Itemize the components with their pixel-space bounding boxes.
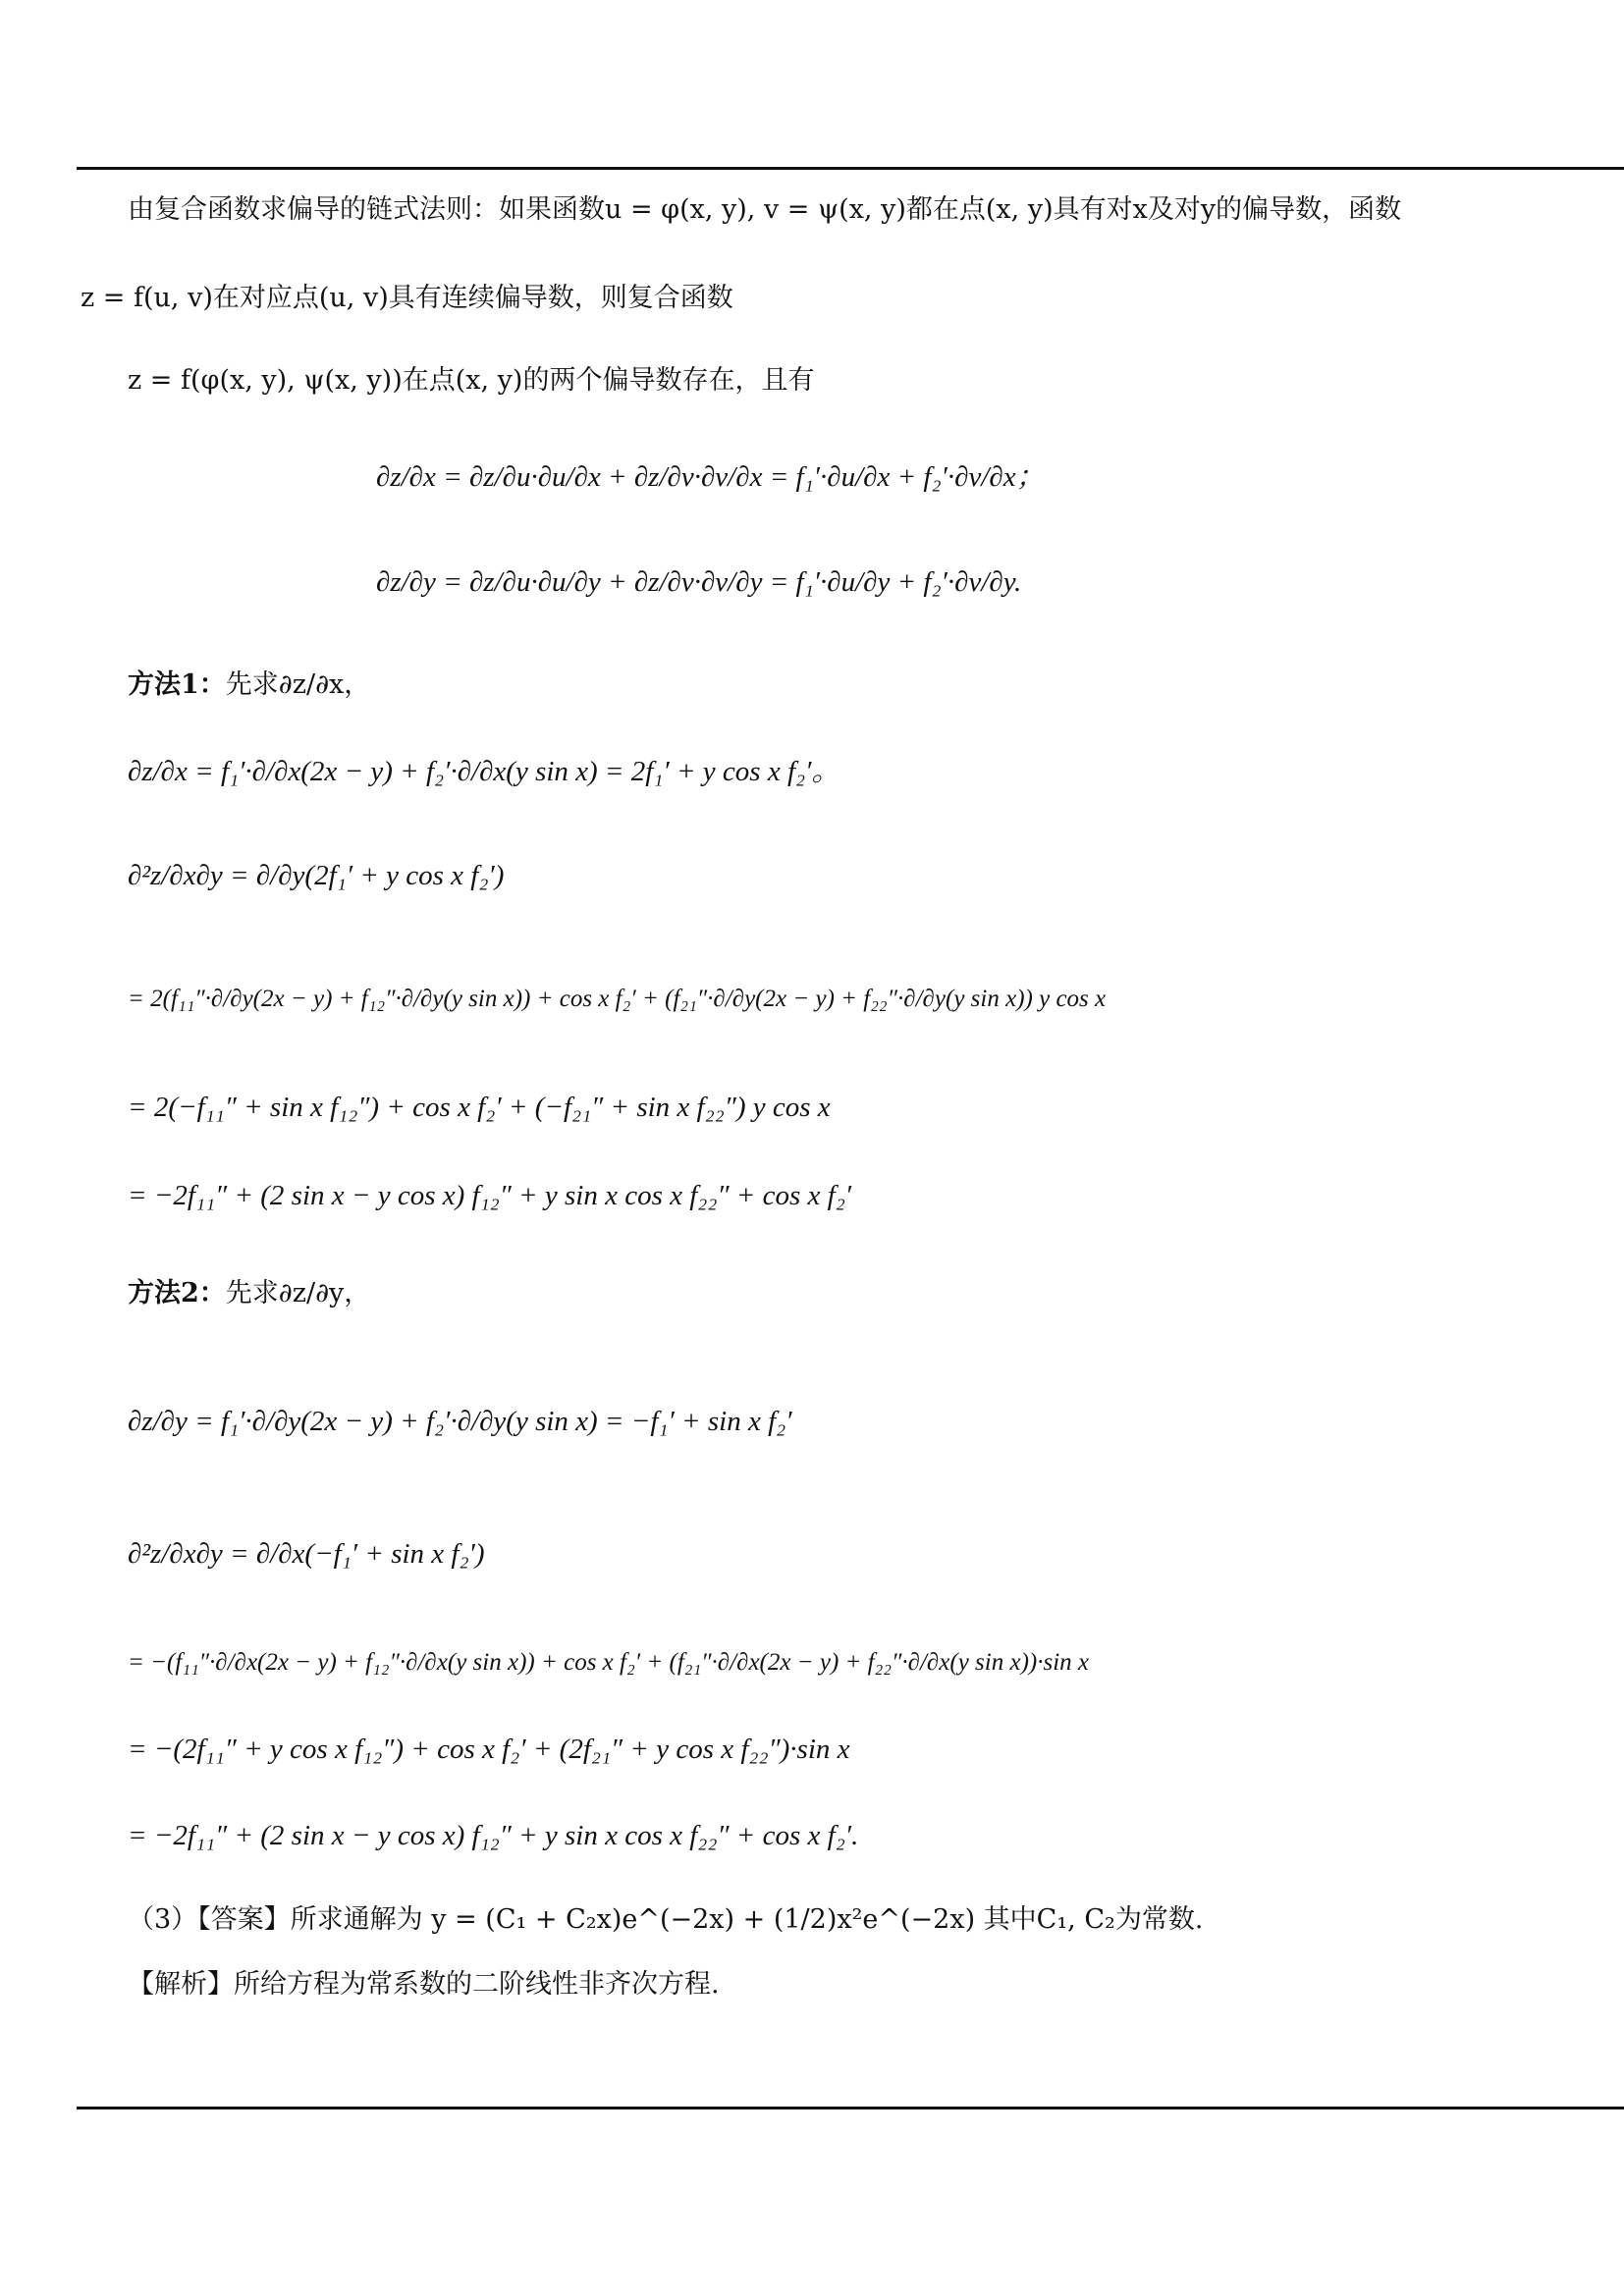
header-rule <box>77 167 1624 170</box>
method-2-step-4: = −(2f₁₁″ + y cos x f₁₂″) + cos x f₂′ + (2f₂₁″ + y cos x f₂₂″)·sin x <box>128 1734 850 1765</box>
method-1-step-5: = −2f₁₁″ + (2 sin x − y cos x) f₁₂″ + y sin x cos x f₂₂″ + cos x f₂′ <box>128 1180 852 1211</box>
method-2-step-2: ∂²z/∂x∂y = ∂/∂x(−f₁′ + sin x f₂′) <box>128 1538 485 1570</box>
method-2-text: 先求∂z/∂y， <box>225 1278 371 1308</box>
method-2-step-1: ∂z/∂y = f₁′·∂/∂y(2x − y) + f₂′·∂/∂y(y sin x) = −f₁′ + sin x f₂′ <box>128 1406 792 1437</box>
method-1-step-3: = 2(f₁₁″·∂/∂y(2x − y) + f₁₂″·∂/∂y(y sin x)) + cos x f₂′ + (f₂₁″·∂/∂y(2x − y) + f₂₂″·∂/∂y(y sin x)) y cos x <box>128 986 1107 1012</box>
footer-rule <box>77 2107 1624 2109</box>
equation-dz-dx: ∂z/∂x = ∂z/∂u·∂u/∂x + ∂z/∂v·∂v/∂x = f₁′·∂u/∂x + f₂′·∂v/∂x； <box>376 461 1045 493</box>
method-2-label: 方法2： <box>128 1278 226 1308</box>
method-1-step-1: ∂z/∂x = f₁′·∂/∂x(2x − y) + f₂′·∂/∂x(y sin x) = 2f₁′ + y cos x f₂′。 <box>128 756 840 787</box>
method-1-step-4: = 2(−f₁₁″ + sin x f₁₂″) + cos x f₂′ + (−f₂₁″ + sin x f₂₂″) y cos x <box>128 1092 831 1123</box>
method-2-step-3: = −(f₁₁″·∂/∂x(2x − y) + f₁₂″·∂/∂x(y sin x)) + cos x f₂′ + (f₂₁″·∂/∂x(2x − y) + f₂₂″·∂/∂x(y sin x))·sin x <box>128 1649 1089 1676</box>
method-2-heading <box>128 1276 370 1311</box>
chain-rule-statement: z = f(φ(x, y), ψ(x, y))在点(x, y)的两个偏导数存在，且有 <box>128 365 815 396</box>
method-1-text: 先求∂z/∂x， <box>225 669 371 700</box>
answer-line: （3）【答案】所求通解为 y = (C₁ + C₂x)e^(−2x) + (1/2)x²e^(−2x) 其中C₁, C₂为常数. <box>128 1904 1204 1935</box>
chain-rule-intro: 由复合函数求偏导的链式法则：如果函数u = φ(x, y), v = ψ(x, y)都在点(x, y)具有对x及对y的偏导数，函数 <box>128 194 1402 225</box>
equation-dz-dy: ∂z/∂y = ∂z/∂u·∂u/∂y + ∂z/∂v·∂v/∂y = f₁′·∂u/∂y + f₂′·∂v/∂y. <box>376 566 1022 598</box>
method-1-label: 方法1： <box>128 669 226 700</box>
method-1-step-2: ∂²z/∂x∂y = ∂/∂y(2f₁′ + y cos x f₂′) <box>128 860 505 891</box>
method-1-heading <box>128 667 370 703</box>
method-2-step-5: = −2f₁₁″ + (2 sin x − y cos x) f₁₂″ + y sin x cos x f₂₂″ + cos x f₂′. <box>128 1820 859 1851</box>
chain-rule-condition: z = f(u, v)在对应点(u, v)具有连续偏导数，则复合函数 <box>81 283 733 313</box>
analysis-line: 【解析】所给方程为常系数的二阶线性非齐次方程. <box>128 1969 720 2000</box>
